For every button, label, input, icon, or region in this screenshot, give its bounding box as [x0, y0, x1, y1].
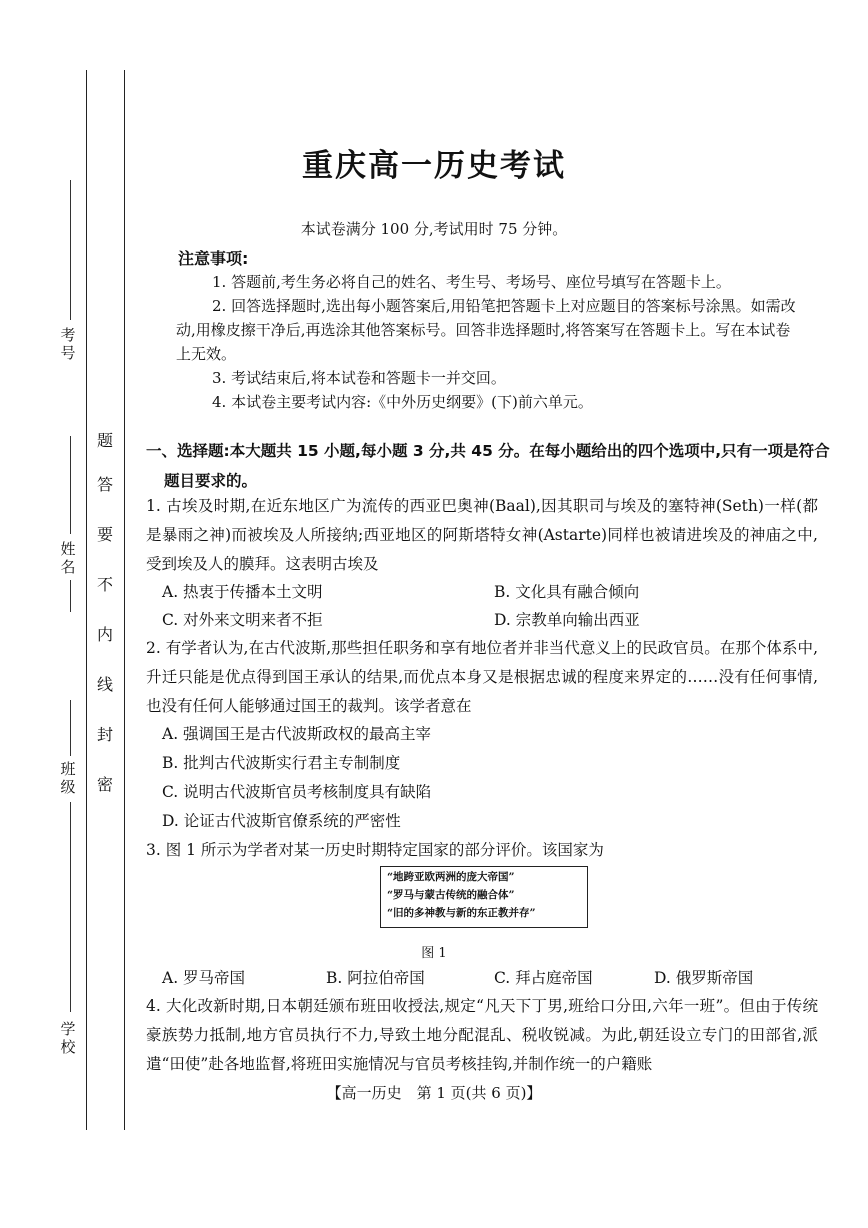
question-2-option-a: A. 强调国王是古代波斯政权的最高主宰 — [162, 725, 432, 743]
question-2-option-b: B. 批判古代波斯实行君主专制制度 — [162, 754, 401, 772]
seal-char: 答 — [96, 475, 113, 494]
question-1-option-a: A. 热衷于传播本土文明 — [162, 583, 323, 601]
page-footer: 【高一历史 第 1 页(共 6 页)】 — [326, 1084, 542, 1102]
figure-1-line: “地跨亚欧两洲的庞大帝国” — [387, 871, 515, 883]
question-1-option-c: C. 对外来文明来者不拒 — [162, 611, 323, 629]
question-1-option-d: D. 宗教单向输出西亚 — [494, 611, 640, 629]
section-heading: 一、选择题:本大题共 15 小题,每小题 3 分,共 45 分。在每小题给出的四个选项中,只有一项是符合题目要求的。 — [146, 442, 830, 490]
seal-char: 封 — [96, 725, 113, 744]
seal-char: 不 — [96, 575, 113, 594]
name-label: 姓名 — [60, 540, 76, 576]
question-3-option-a: A. 罗马帝国 — [162, 969, 246, 987]
seal-char: 线 — [96, 675, 113, 694]
seal-char: 密 — [96, 775, 113, 794]
question-3-option-c: C. 拜占庭帝国 — [494, 969, 593, 987]
class-line — [70, 802, 71, 1012]
class-label: 班级 — [60, 760, 76, 796]
figure-1-line: “旧的多神教与新的东正教并存” — [387, 907, 536, 919]
note-item: 2. 回答选择题时,选出每小题答案后,用铅笔把答题卡上对应题目的答案标号涂黑。如需改动,用橡皮擦干净后,再选涂其他答案标号。回答非选择题时,将答案写在答题卡上。写在本试卷上无效。 — [176, 297, 796, 363]
seal-char: 题 — [96, 431, 113, 450]
question-2-option-d: D. 论证古代波斯官僚系统的严密性 — [162, 812, 401, 830]
note-item: 1. 答题前,考生务必将自己的姓名、考生号、考场号、座位号填写在答题卡上。 — [212, 273, 731, 291]
exam-number-line — [70, 180, 71, 320]
figure-1-caption: 图 1 — [421, 946, 447, 961]
exam-info: 本试卷满分 100 分,考试用时 75 分钟。 — [300, 220, 568, 238]
question-3-stem: 3. 图 1 所示为学者对某一历史时期特定国家的部分评价。该国家为 — [146, 841, 604, 859]
question-1-stem: 1. 古埃及时期,在近东地区广为流传的西亚巴奥神(Baal),因其职司与埃及的塞特神(Seth)一样(都是暴雨之神)而被埃及人所接纳;西亚地区的阿斯塔特女神(Astarte)同样也被请进埃及的神庙之中,受到埃及人的膜拜。这表明古埃及 — [146, 497, 818, 573]
exam-number-label: 考号 — [60, 326, 76, 362]
name-line — [70, 436, 71, 534]
question-3-option-d: D. 俄罗斯帝国 — [654, 969, 754, 987]
note-item: 4. 本试卷主要考试内容:《中外历史纲要》(下)前六单元。 — [212, 393, 593, 411]
question-1-option-b: B. 文化具有融合倾向 — [494, 583, 640, 601]
question-2-option-c: C. 说明古代波斯官员考核制度具有缺陷 — [162, 783, 432, 801]
question-4-stem: 4. 大化改新时期,日本朝廷颁布班田收授法,规定“凡天下丁男,班给口分田,六年一班”。但由于传统豪族势力抵制,地方官员执行不力,导致土地分配混乱、税收锐减。为此,朝廷设立专门的田部省,派遣“田使”赴各地监督,将班田实施情况与官员考核挂钩,并制作统一的户籍账 — [146, 997, 818, 1073]
question-3-option-b: B. 阿拉伯帝国 — [326, 969, 425, 987]
note-item: 3. 考试结束后,将本试卷和答题卡一并交回。 — [212, 369, 506, 387]
school-label: 学校 — [60, 1020, 76, 1056]
seal-char: 内 — [96, 625, 113, 644]
class-line-upper — [70, 700, 71, 756]
page-title: 重庆高一历史考试 — [302, 148, 566, 184]
name-line-lower — [70, 580, 71, 612]
figure-1-box — [380, 866, 588, 928]
notes-heading: 注意事项: — [178, 249, 249, 268]
question-2-stem: 2. 有学者认为,在古代波斯,那些担任职务和享有地位者并非当代意义上的民政官员。在那个体系中,升迁只能是优点得到国王承认的结果,而优点本身又是根据忠诚的程度来界定的……没有任何事情,也没有任何人能够通过国王的裁判。该学者意在 — [146, 639, 818, 715]
seal-char: 要 — [96, 525, 113, 544]
figure-1-line: “罗马与蒙古传统的融合体” — [387, 889, 515, 901]
